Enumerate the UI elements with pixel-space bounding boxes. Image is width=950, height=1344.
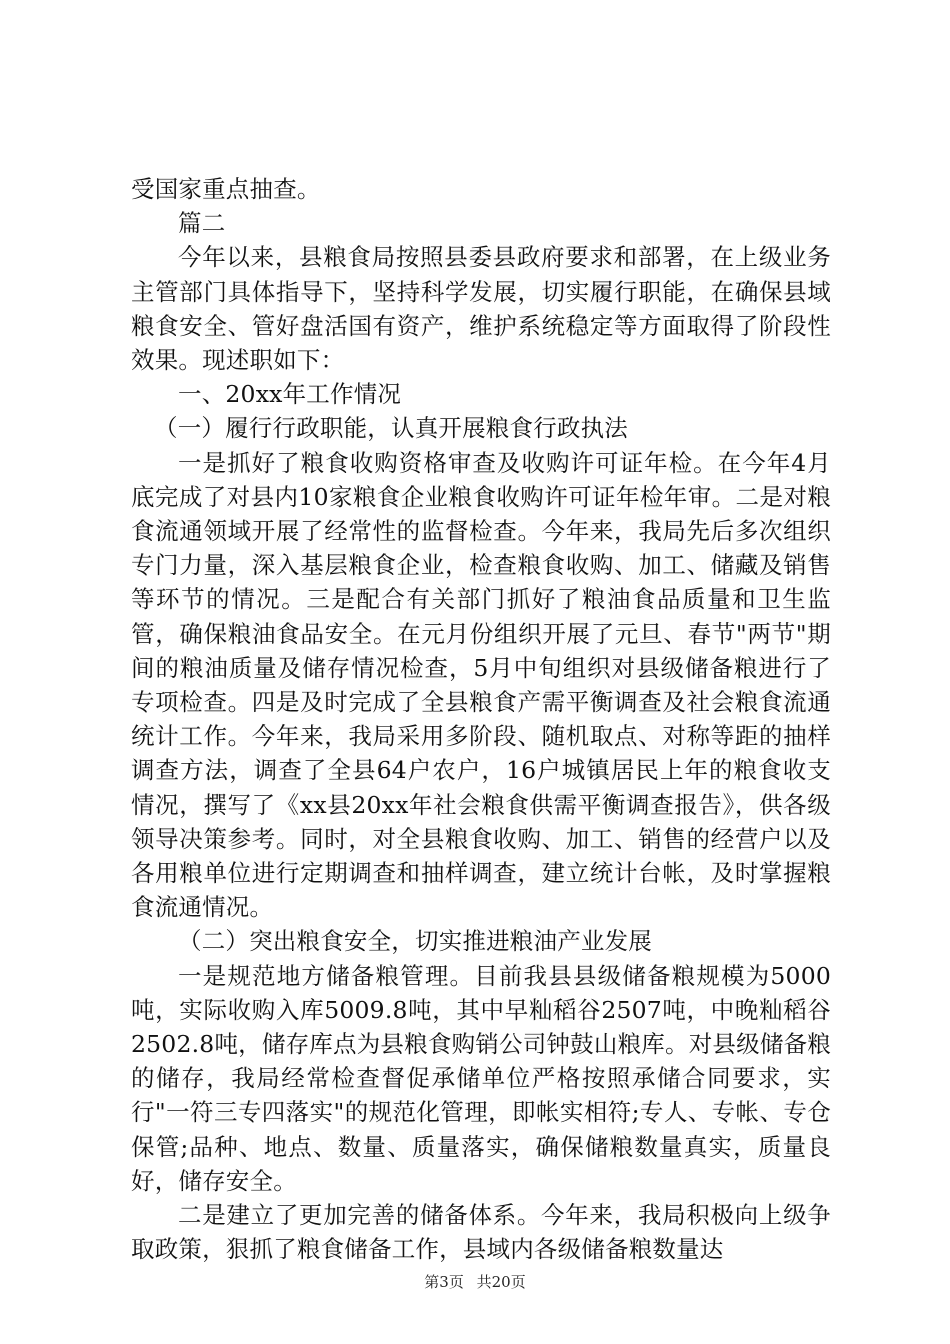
paragraph-9: 二是建立了更加完善的储备体系。今年来，我局积极向上级争取政策，狠抓了粮食储备工作，县域内各级储备粮数量达 [131,1201,831,1264]
paragraph-6: 一是抓好了粮食收购资格审查及收购许可证年检。在今年4月底完成了对县内10家粮食企业粮食收购许可证年检年审。二是对粮食流通领域开展了经常性的监督检查。今年来，我局先后多次组织专门力量，深入基层粮食企业，检查粮食收购、加工、储藏及销售等环节的情况。三是配合有关部门抓好了粮油食品质量和卫生监管，确保粮油食品安全。在元月份组织开展了元旦、春节"两节"期间的粮油质量及储存情况检查，5月中旬组织对县级储备粮进行了专项检查。四是及时完成了全县粮食产需平衡调查及社会粮食流通统计工作。今年来，我局采用多阶段、随机取点、对称等距的抽样调查方法，调查了全县64户农户，16户城镇居民上年的粮食收支情况，撰写了《xx县20xx年社会粮食供需平衡调查报告》，供各级领导决策参考。同时，对全县粮食收购、加工、销售的经营户以及各用粮单位进行定期调查和抽样调查，建立统计台帐，及时掌握粮食流通情况。 [131,448,831,922]
page-number: 第3页 [424,1273,464,1291]
section-heading-1: 一、20xx年工作情况 [178,380,402,409]
paragraph-8: 一是规范地方储备粮管理。目前我县县级储备粮规模为5000吨，实际收购入库5009.8吨，其中早籼稻谷2507吨，中晚籼稻谷2502.8吨，储存库点为县粮食购销公司钟鼓山粮库。对县级储备粮的储存，我局经常检查督促承储单位严格按照承储合同要求，实行"一符三专四落实"的规范化管理，即帐实相符;专人、专帐、专仓保管;品种、地点、数量、质量落实，确保储粮数量真实，质量良好，储存安全。 [131,961,831,1195]
paragraph-3: 今年以来，县粮食局按照县委县政府要求和部署，在上级业务主管部门具体指导下，坚持科学发展，切实履行职能，在确保县域粮食安全、管好盘活国有资产，维护系统稳定等方面取得了阶段性效果。现述职如下： [131,243,831,375]
page-total: 共20页 [476,1273,526,1291]
subsection-heading-1: （一）履行行政职能，认真开展粮食行政执法 [154,414,628,443]
document-body [131,172,831,1267]
paragraph-1: 受国家重点抽查。 [131,175,321,203]
paragraph-2-heading: 篇二 [178,209,226,238]
page-footer [0,1272,950,1292]
subsection-heading-2: （二）突出粮食安全，切实推进粮油产业发展 [178,927,652,956]
